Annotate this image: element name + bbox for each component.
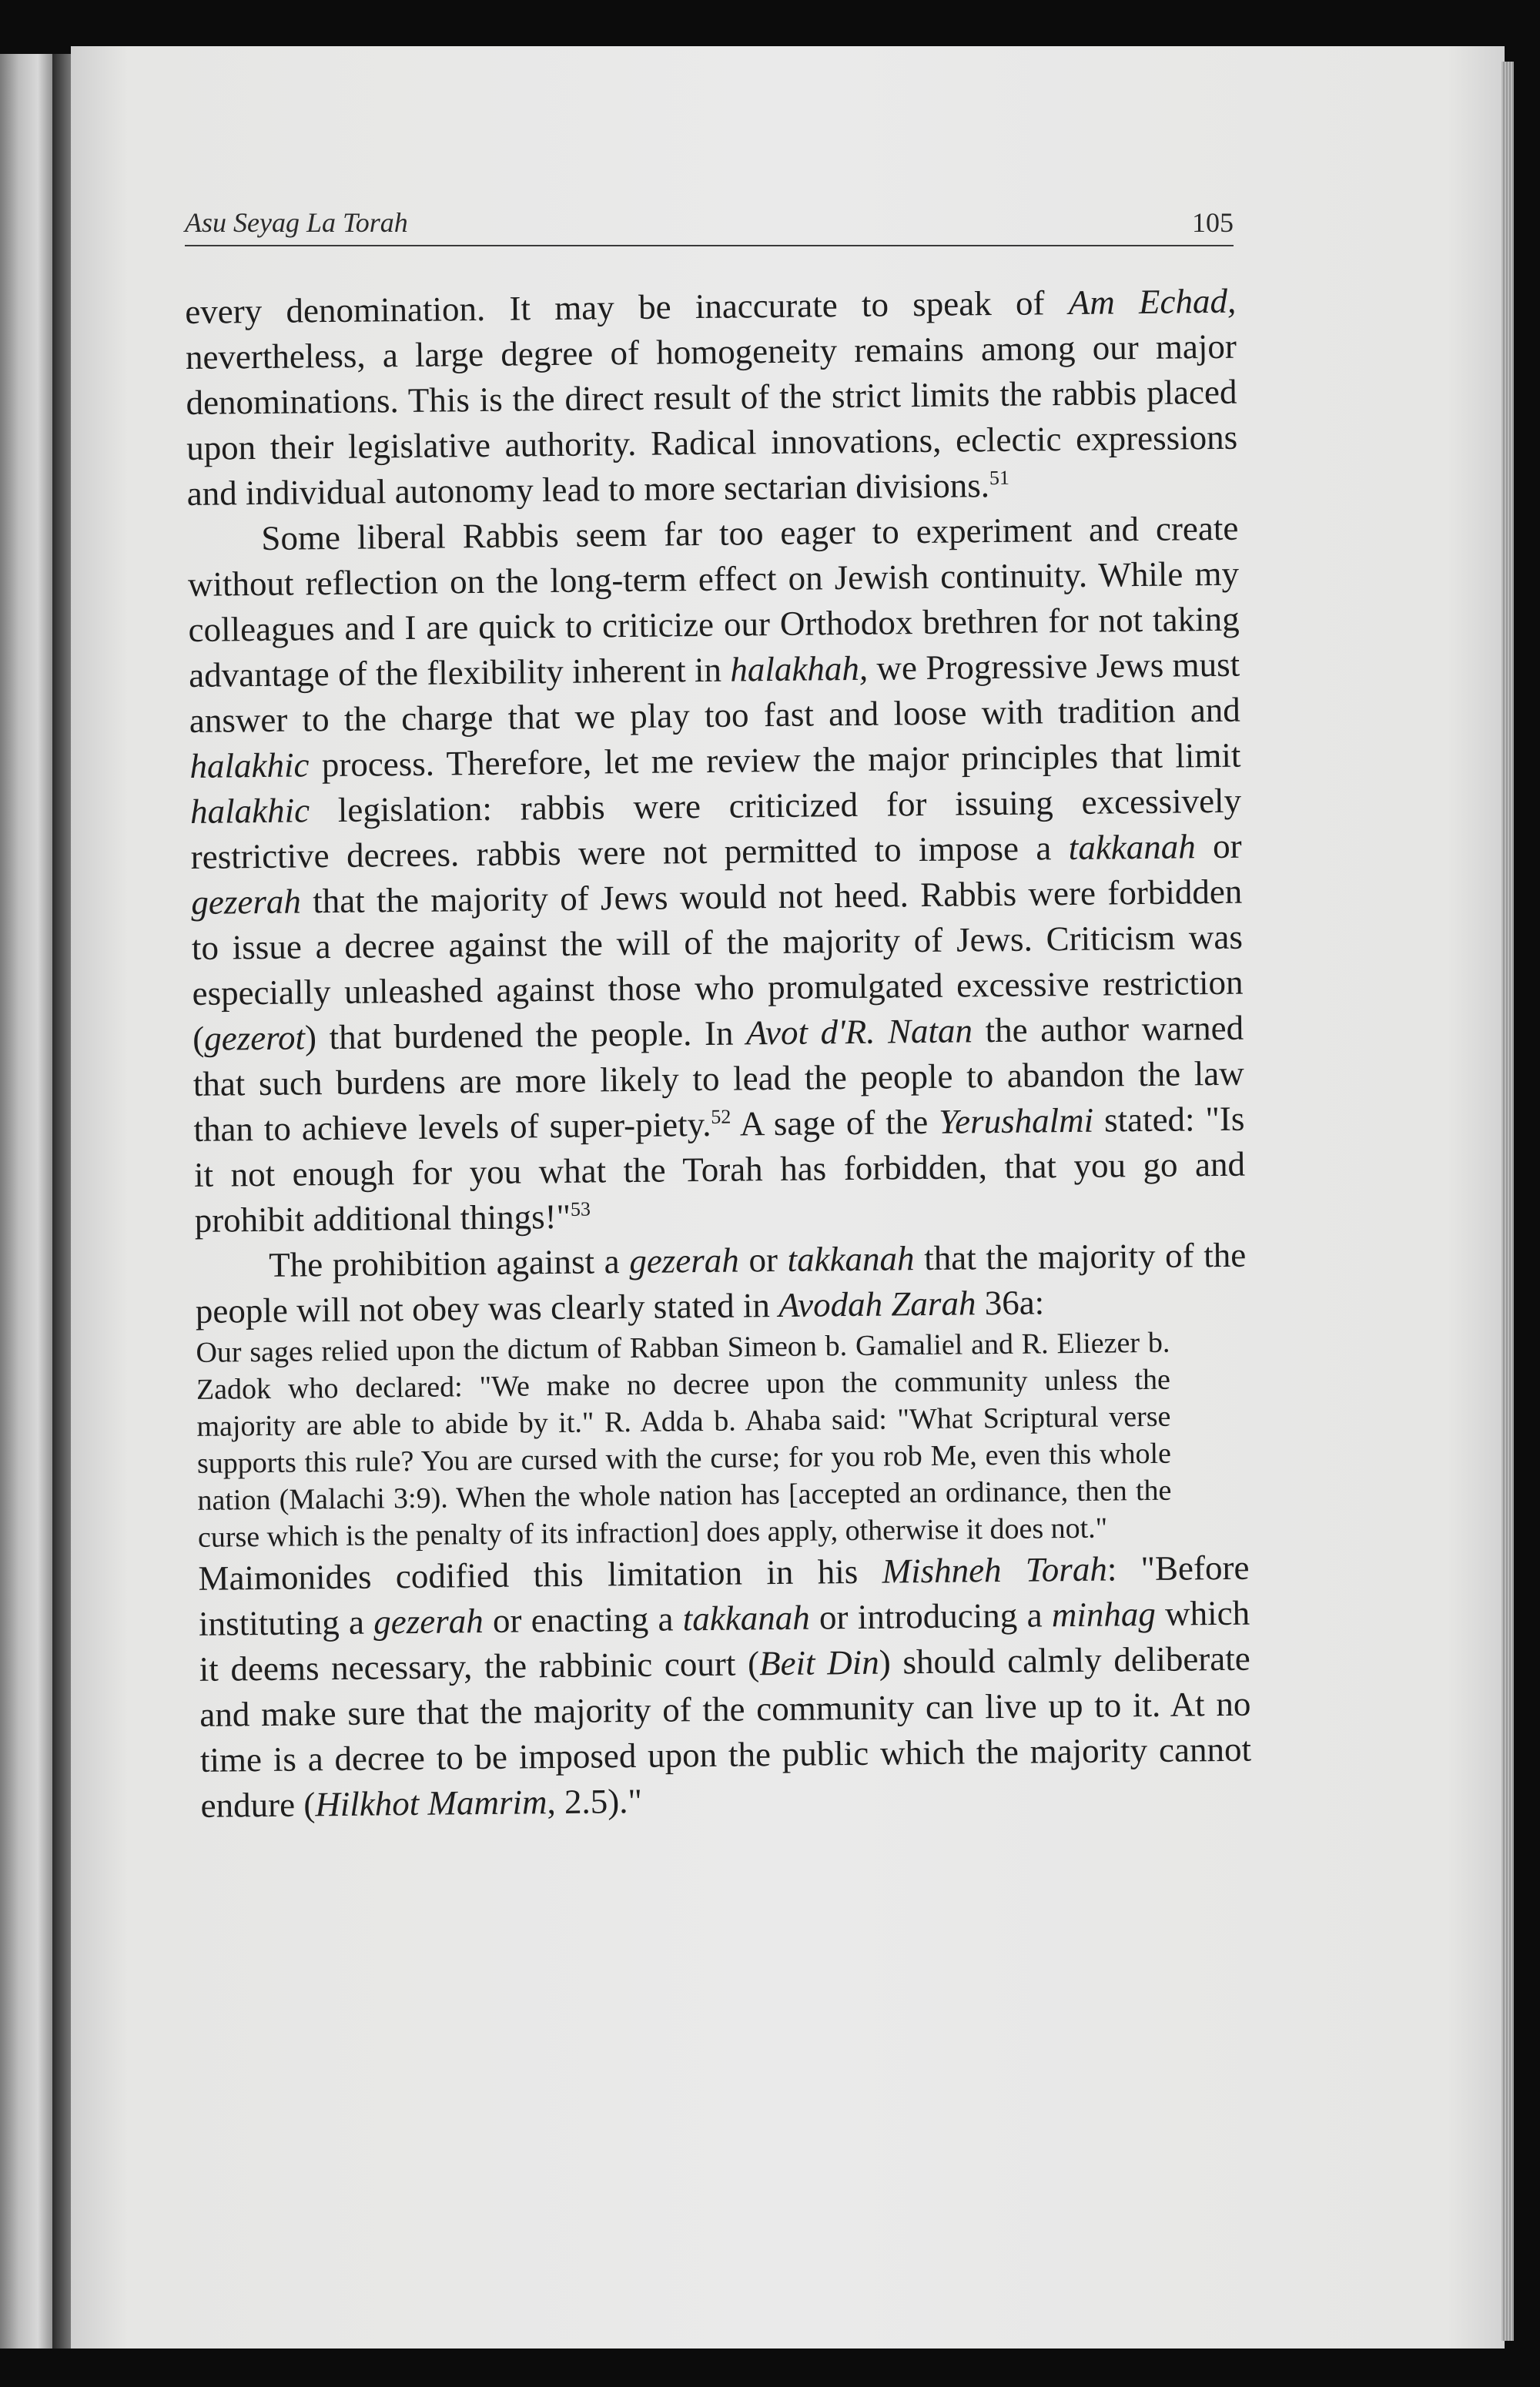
text-run: stated: "Is it not enough for you what the Torah has forbidden, that you go and prohibit additional things!" bbox=[193, 1099, 1246, 1240]
text-run: Some liberal Rabbis seem far too eager to experiment and create without reflection on the long-term effect on Jewish continuity. While my colleagues and I are quick to criticize our Orthodox brethren for not taking advantage of the flexibility inherent in bbox=[187, 508, 1240, 695]
text-run: : "Before instituting a bbox=[198, 1548, 1250, 1643]
italic-term: Hilkhot Mamrim bbox=[315, 1783, 547, 1824]
text-run: that the majority of the people will not obey was clearly stated in bbox=[195, 1235, 1247, 1331]
text-run: nevertheless, a large degree of homogeneity remains among our major denominations. This is the direct result of the strict limits the rabbis placed upon their legislative authority. Radical innovations, eclectic expressions and individual autonomy lead to more sectarian divisions. bbox=[185, 326, 1238, 513]
footnote-ref: 52 bbox=[711, 1105, 732, 1128]
text-run: or introducing a bbox=[809, 1595, 1053, 1637]
italic-term: gezerah bbox=[629, 1240, 740, 1281]
italic-term: halakhic bbox=[189, 745, 310, 785]
italic-term: Am Echad, bbox=[1068, 281, 1237, 322]
block-quote: Our sages relied upon the dictum of Rabban Simeon b. Gamaliel and R. Eliezer b. Zadok who declared: "We make no decree upon the community unless the majority are able to abide by it." R. Adda b. Ahaba said: "What Scriptural verse supports this rule? You are cursed with the curse; for you rob Me, even this whole nation (Malachi 3:9). When the whole nation has [accepted an ordinance, then the curse which is the penalty of its infraction] does apply, otherwise it does not." bbox=[196, 1326, 1172, 1554]
italic-term: takkanah bbox=[1068, 827, 1196, 868]
text-run: The prohibition against a bbox=[269, 1242, 630, 1284]
text-run: legislation: rabbis were criticized for issuing excessively restrictive decrees. rabbis were not permitted to impose a bbox=[190, 781, 1242, 876]
text-run: ) should calmly deliberate and make sure that the majority of the community can live up to it. At no time is a decree to be imposed upon the public which the majority cannot endure ( bbox=[199, 1639, 1252, 1825]
text-run: Maimonides codified this limitation in his bbox=[198, 1552, 882, 1598]
text-run: 36a: bbox=[976, 1283, 1045, 1323]
running-header bbox=[185, 202, 1234, 246]
italic-term: Yerushalmi bbox=[938, 1100, 1094, 1141]
italic-term: gezerot bbox=[203, 1018, 306, 1058]
footnote-ref: 51 bbox=[989, 466, 1010, 490]
body-text bbox=[185, 279, 1252, 1829]
text-run: or bbox=[738, 1240, 788, 1280]
text-run: we Progressive Jews must answer to the charge that we play too fast and loose with tradition and bbox=[189, 644, 1241, 740]
italic-term: gezerah bbox=[191, 882, 302, 922]
text-run: that the majority of Jews would not heed. Rabbis were forbidden to issue a decree against the will of the majority of Jews. Criticism was especially unleashed against those who promulgated excessive restriction ( bbox=[191, 872, 1244, 1058]
italic-term: takkanah bbox=[787, 1239, 915, 1279]
paragraph-1 bbox=[185, 279, 1238, 517]
italic-term: takkanah bbox=[682, 1598, 810, 1639]
paragraph-3 bbox=[195, 1233, 1247, 1334]
text-run: , 2.5)." bbox=[547, 1781, 643, 1822]
page-stack-edge bbox=[1502, 62, 1514, 2341]
italic-term: halakhic bbox=[189, 791, 310, 831]
text-run: A sage of the bbox=[731, 1102, 939, 1143]
italic-term: Avot d'R. Natan bbox=[745, 1011, 973, 1053]
italic-term: Mishneh Torah bbox=[882, 1549, 1108, 1591]
page-number: 105 bbox=[1192, 207, 1234, 238]
text-run: process. Therefore, let me review the major principles that limit bbox=[309, 735, 1241, 785]
paragraph-4 bbox=[198, 1545, 1252, 1829]
text-run: the author warned that such burdens are more likely to lead the people to abandon the law than to achieve levels of super-piety. bbox=[192, 1008, 1244, 1149]
italic-term: gezerah bbox=[373, 1602, 484, 1642]
italic-term: minhag bbox=[1051, 1594, 1157, 1635]
italic-term: halakhah, bbox=[730, 648, 869, 689]
text-run: or bbox=[1195, 826, 1242, 866]
running-title: Asu Seyag La Torah bbox=[185, 207, 408, 238]
italic-term: Avodah Zarah bbox=[778, 1284, 976, 1324]
italic-term: Beit Din bbox=[758, 1642, 880, 1683]
text-run: every denomination. It may be inaccurate to speak of bbox=[185, 283, 1070, 331]
text-run: or enacting a bbox=[483, 1599, 684, 1641]
text-run: ) that burdened the people. In bbox=[304, 1013, 747, 1057]
paragraph-2 bbox=[187, 506, 1246, 1244]
previous-page-edge bbox=[0, 54, 54, 2348]
footnote-ref: 53 bbox=[570, 1197, 591, 1220]
text-run: which it deems necessary, the rabbinic court ( bbox=[199, 1593, 1250, 1689]
